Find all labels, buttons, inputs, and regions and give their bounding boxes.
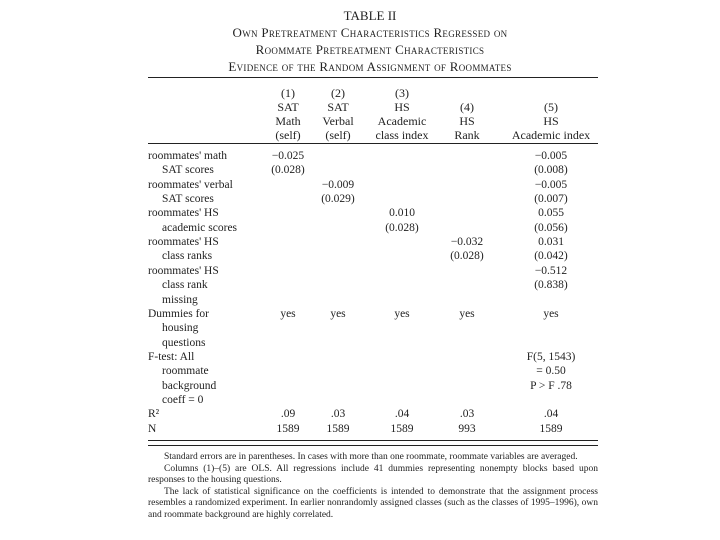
- cell-c5: (0.838): [534, 279, 568, 292]
- row-label: roommates' HS: [148, 207, 219, 220]
- cell-c5: = 0.50: [536, 365, 566, 378]
- cell-c5: 0.055: [538, 207, 564, 220]
- column-header-text: (5): [544, 100, 558, 114]
- note-3: The lack of statistical significance on the coefficients is intended to demonstrate that the assignment process resembles a randomized experiment. In earlier nonrandomly assigned classes (such as the classes of 1995–1996), own and roommate background are highly correlated.: [148, 486, 598, 520]
- row-label: R²: [148, 408, 160, 421]
- row-label: class rank: [162, 279, 208, 292]
- column-header-text: HS: [394, 100, 410, 114]
- table-row: [148, 293, 598, 307]
- table-row: [148, 264, 598, 278]
- column-header-text: Rank: [454, 128, 480, 142]
- table-title-line1: Own Pretreatment Characteristics Regressed on: [232, 25, 508, 40]
- column-header-text: Academic: [377, 114, 427, 128]
- column-header-text: Academic index: [511, 128, 591, 142]
- table-row: [148, 379, 598, 393]
- column-header-text: Math: [275, 114, 301, 128]
- row-label: SAT scores: [162, 164, 214, 177]
- column-header-text: Verbal: [322, 114, 354, 128]
- table-title-line3: Evidence of the Random Assignment of Roommates: [228, 59, 512, 74]
- column-header-text: (2): [330, 86, 345, 100]
- bottom-rule-2: [148, 445, 598, 446]
- table-row: [148, 221, 598, 235]
- cell-c3: (0.028): [385, 221, 419, 234]
- table-row: [148, 178, 598, 192]
- note-2: Columns (1)–(5) are OLS. All regressions include 41 dummies representing nonempty blocks based upon responses to the housing questions.: [148, 463, 598, 486]
- column-header-text: HS: [459, 114, 475, 128]
- column-header-text: (4): [460, 100, 474, 114]
- cell-c3: 1589: [390, 422, 414, 435]
- top-rule: [148, 77, 598, 78]
- row-label: missing: [162, 293, 198, 306]
- column-header-text: (self): [275, 128, 301, 142]
- table-row: [148, 163, 598, 177]
- column-header-2: [322, 86, 353, 142]
- cell-c5: (0.056): [534, 221, 568, 234]
- row-label: class ranks: [162, 250, 213, 263]
- table-row: [148, 149, 598, 163]
- cell-c5: yes: [543, 307, 559, 320]
- table-row: [148, 249, 598, 263]
- table-row: [148, 364, 598, 378]
- cell-c2: 1589: [326, 422, 350, 435]
- cell-c5: .04: [543, 408, 559, 421]
- cell-c2: (0.029): [321, 193, 355, 206]
- column-header-text: (3): [395, 86, 409, 100]
- table-title-line2: Roommate Pretreatment Characteristics: [255, 42, 485, 57]
- cell-c5: (0.042): [534, 250, 568, 263]
- table-row: [148, 235, 598, 249]
- row-label: N: [148, 422, 157, 435]
- row-label: roommates' math: [148, 150, 228, 162]
- row-label: roommates' HS: [148, 236, 219, 249]
- cell-c5: −0.005: [534, 178, 568, 191]
- row-label: background: [162, 379, 217, 392]
- cell-c4: 993: [458, 422, 476, 435]
- cell-c5: (0.008): [534, 164, 568, 177]
- cell-c1: (0.028): [271, 164, 305, 177]
- column-header-5: [512, 86, 590, 142]
- row-label: roommates' verbal: [148, 178, 233, 191]
- column-header-1: [275, 86, 300, 142]
- table-row: [148, 278, 598, 292]
- column-header-text: SAT: [327, 100, 349, 114]
- column-header-text: (self): [325, 128, 351, 142]
- cell-c4: yes: [459, 307, 475, 320]
- column-header-4: [454, 86, 479, 142]
- cell-c1: yes: [280, 307, 296, 320]
- row-label: F-test: All: [148, 350, 195, 363]
- table-row: [148, 336, 598, 350]
- row-label: housing: [162, 322, 199, 335]
- cell-c5: −0.005: [534, 150, 568, 162]
- cell-c4: −0.032: [450, 236, 484, 249]
- table-notes: [148, 452, 598, 522]
- column-header-text: class index: [375, 128, 429, 142]
- cell-c3: .04: [394, 408, 410, 421]
- cell-c5: (0.007): [534, 193, 568, 206]
- cell-c5: 1589: [539, 422, 563, 435]
- row-label: Dummies for: [148, 307, 210, 320]
- column-header-text: (1): [281, 86, 295, 100]
- row-label: questions: [162, 336, 206, 349]
- table-row: [148, 206, 598, 220]
- table-number: TABLE II: [343, 8, 397, 23]
- row-label: roommates' HS: [148, 264, 219, 277]
- cell-c5: F(5, 1543): [526, 350, 576, 363]
- column-header-text: SAT: [277, 100, 299, 114]
- cell-c5: −0.512: [534, 264, 568, 277]
- table-row: [148, 407, 598, 421]
- cell-c5: P > F .78: [530, 379, 572, 392]
- cell-c1: .09: [280, 408, 296, 421]
- cell-c2: .03: [330, 408, 346, 421]
- cell-c4: (0.028): [450, 250, 484, 263]
- table-row: [148, 350, 598, 364]
- cell-c3: yes: [394, 307, 410, 320]
- header-rule: [148, 143, 598, 144]
- note-1: Standard errors are in parentheses. In cases with more than one roommate, roommate variables are averaged.: [164, 452, 578, 462]
- cell-c2: yes: [330, 307, 346, 320]
- bottom-rule: [148, 440, 598, 441]
- cell-c4: .03: [459, 408, 475, 421]
- cell-c1: 1589: [276, 422, 300, 435]
- cell-c2: −0.009: [321, 178, 355, 191]
- column-header-text: HS: [543, 114, 559, 128]
- cell-c3: 0.010: [389, 207, 415, 220]
- row-label: academic scores: [162, 221, 238, 234]
- row-label: coeff = 0: [162, 393, 204, 406]
- column-header-3: [376, 86, 429, 142]
- table-row: [148, 393, 598, 407]
- table-row: [148, 321, 598, 335]
- row-label: roommate: [162, 365, 209, 378]
- table-row: [148, 192, 598, 206]
- table-row: [148, 422, 598, 436]
- cell-c5: 0.031: [538, 236, 564, 249]
- table-row: [148, 307, 598, 321]
- cell-c1: −0.025: [271, 150, 305, 162]
- row-label: SAT scores: [162, 193, 214, 206]
